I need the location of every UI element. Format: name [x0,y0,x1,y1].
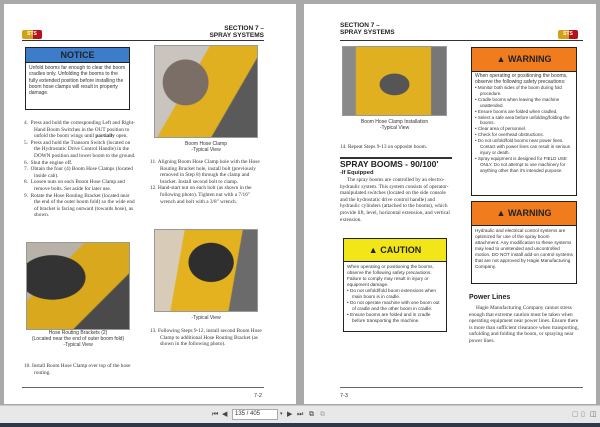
page-dropdown-icon[interactable]: ▾ [280,411,283,417]
step-13: 13. Following Steps 9-12, install second Boom Hose Clamp to additional Hose Routing Bracket (as shown in the following photo). [150,328,262,348]
caution-body: When operating or positioning the booms, observe the following safety precautions. Failure to comply may result in injury or equipment damage. [347,264,434,287]
right-page [304,4,596,404]
sts-logo: STS [558,30,578,39]
steps-11-12: 11. Aligning Boom Hose Clamp hole with the Hose Routing Bracket hole, install bolt (previously removed in Step 8) through the clamp and bracket. Install second bolt to clamp. 12. Hand-start nut on each bolt (as shown in the following photo). Tighten nut with a 7/16" wrench and bolt with a 3/8" wrench. [150,159,260,205]
section-body: The spray booms are controlled by an electro-hydraulic system. This system consists of operator-manipulated switches (located on the side console and the hydrostatic drive control handle) and hydraulic cylinders (attached to the booms), which provide lift, level, horizontal extension, and vertical extension. [340,177,450,223]
page-number: 7-2 [254,393,262,399]
sts-logo: STS [22,30,42,39]
boom-hose-clamp-installation-photo [342,46,447,116]
power-lines-title: Power Lines [469,294,511,301]
viewer-toolbar [0,405,600,423]
first-page-icon[interactable]: ⏮ [212,410,219,418]
left-page [4,4,296,404]
caution-box [343,238,447,332]
warning-triangle-icon: ▲ [496,54,506,64]
section-header: SECTION 7 – SPRAY SYSTEMS [340,22,395,36]
caution-item: • Ensure booms are folded and in cradle before transporting the machine. [347,312,431,323]
page-number-input[interactable]: 135 / 405 [232,409,278,420]
warning-box-1 [471,47,577,196]
caution-title: CAUTION [380,245,422,255]
notice-body: Unfold booms far enough to clear the boom cradles only. Unfolding the booms to the fully extended position before installing the boom hose clamps will result in property damage. [29,65,126,97]
copy-page-icon[interactable]: ⧉ [309,410,314,418]
warning-title: WARNING [507,54,552,64]
section-title: SPRAY BOOMS - 90/100' [340,159,439,169]
section-subtitle: -If Equipped [340,170,374,176]
warning-item: • Select a safe area before unfolding/folding the booms. [475,114,570,126]
single-page-view-icon[interactable]: ▢ [572,410,579,418]
hose-routing-brackets-photo [26,242,130,330]
hand-start-nut-photo [154,229,258,312]
warning-body: Hydraulic and electrical control systems are optimized for use of the spray boom attachment. Any modification to these systems may lead to unintended and uncontrolled motion. DO NOT install add-on control systems that are not approved by Hagie Manufacturing Company. [475,228,573,269]
warning-item: • Ensure booms are folded when cradled. [475,108,558,114]
photo-caption: Boom Hose Clamp -Typical View [185,141,227,154]
previous-page-icon[interactable]: ◀ [222,410,228,418]
step-10: 10. Install Boom Hose Clamp over top of the hose routing. [24,363,131,376]
photo-caption: -Typical View [191,315,221,321]
warning-triangle-icon: ▲ [496,208,506,218]
section-header: SECTION 7 – SPRAY SYSTEMS [209,25,264,39]
warning-body: When operating or positioning the booms, observe the following safety precautions: [475,73,568,85]
photo-caption: Hose Routing Brackets (2) (Located near the end of outer boom fold) -Typical View [31,330,125,349]
warning-box-2 [471,201,577,284]
warning-item: • Clear area of personnel. [475,126,527,132]
steps-4-9: 4. Press and hold the corresponding Left and Right-Hand Boom Switches in the OUT position to unfold the boom wings until partially open. 5. Press and hold the Transom Switch (located on the Hydrostatic Drive Control Handle) in the DOWN position and lower boom to the ground. 6. Shut the engine off. 7. Obtain the four (4) Boom Hose Clamps (located inside cab). 8. Loosen nuts on each Boom Hose Clamp and remove bolts. Set aside for later use. 9. Rotate the Hose Routing Bracket (located near the end of the outer boom fold) so the wide end of bracket is facing outward (towards hose), as shown. [24,120,136,219]
photo-caption: Boom Hose Clamp Installation -Typical View [360,119,429,132]
warning-item: • Monitor both sides of the boom during fold procedure. [475,85,562,96]
warning-item: • Cradle booms when leaving the machine unattended. [475,96,560,108]
paste-page-icon[interactable]: ⧉ [320,410,325,418]
caution-item: • Do not unfold/fold boom extensions when main boom is in cradle. [347,288,436,299]
page-number: 7-3 [340,393,348,399]
caution-item: • Do not operate machine with one boom out of cradle and the other boom in cradle. [347,300,440,311]
notice-box [25,47,130,110]
notice-title: NOTICE [26,48,129,63]
next-page-icon[interactable]: ▶ [287,410,293,418]
warning-item: • Spray equipment is designed for FIELD USE ONLY. Do not attempt to use machinery for anything other than it's intended purpose. [475,155,567,173]
step-14: 14. Repeat Steps 9-13 on opposite boom. [340,144,428,150]
boom-hose-clamp-photo [154,45,258,138]
taskbar [0,423,600,427]
warning-triangle-icon: ▲ [368,245,378,255]
power-lines-body: Hagie Manufacturing Company cannot stress enough that extreme caution must be taken when operating equipment near power lines. Ensure there is more than sufficient clearance when transporting, unfolding and folding the boom, or spraying near power lines. [469,305,579,344]
warning-title: WARNING [507,208,552,218]
last-page-icon[interactable]: ⏭ [297,410,304,418]
two-page-view-icon[interactable]: ◫ [590,410,597,418]
continuous-view-icon[interactable]: ▯ [581,410,585,418]
warning-item: • Check for overhead obstructions. [475,132,544,138]
warning-item: • Do not unfold/fold booms near power lines. Contact with power lines can result in serious injury or death. [475,138,571,155]
